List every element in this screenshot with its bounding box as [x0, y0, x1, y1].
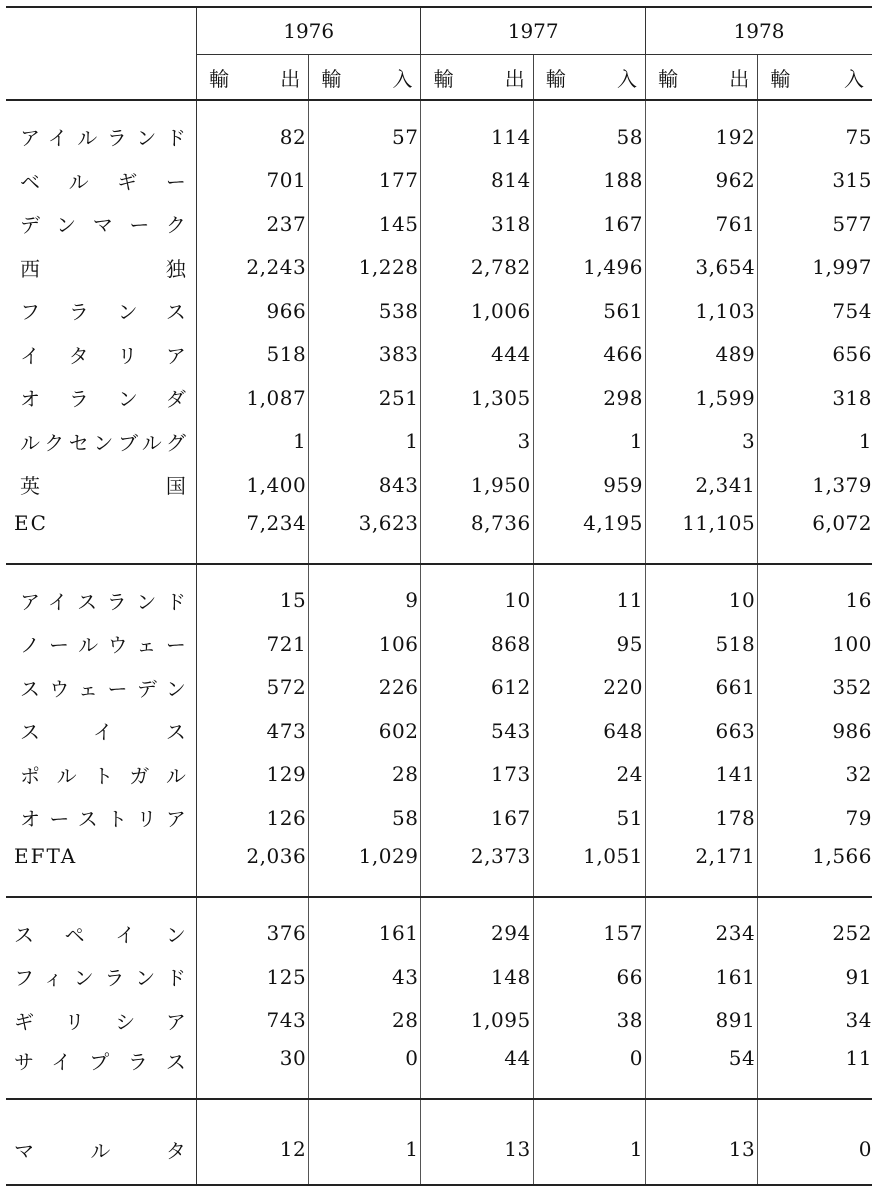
import-value: 383	[309, 333, 421, 377]
export-value: 161	[645, 955, 757, 999]
country-name	[6, 100, 196, 159]
country-name	[6, 564, 196, 623]
export-header: 輸 出	[196, 55, 308, 101]
country-label: 西独	[20, 256, 188, 281]
import-value: 1	[309, 420, 421, 464]
country-label: サイプラス	[14, 1050, 188, 1074]
import-value: 1,379	[812, 472, 872, 497]
import-value: 252	[832, 921, 872, 946]
export-value: 13	[645, 1099, 757, 1185]
import-value: 1,228	[309, 246, 421, 290]
table-row	[6, 376, 872, 420]
table-row	[6, 840, 872, 897]
export-value: 966	[196, 289, 308, 333]
country-name	[6, 202, 196, 246]
table-row	[6, 999, 872, 1043]
import-value: 4,195	[533, 507, 645, 564]
country-label: イタリア	[20, 343, 188, 368]
export-value: 12	[196, 1099, 308, 1185]
export-value: 1,305	[421, 376, 533, 420]
export-value: 2,373	[421, 840, 533, 897]
import-value: 51	[533, 796, 645, 840]
import-value: 1,051	[533, 840, 645, 897]
export-value: 743	[196, 999, 308, 1043]
import-value: 57	[309, 100, 421, 159]
export-value: 148	[421, 955, 533, 999]
export-value: 30	[196, 1042, 308, 1099]
export-value: 237	[196, 202, 308, 246]
import-value: 1	[858, 429, 872, 454]
table-row	[6, 463, 872, 507]
import-value: 11	[533, 564, 645, 623]
import-value: 1,029	[309, 840, 421, 897]
export-value: 114	[421, 100, 533, 159]
import-value: 298	[533, 376, 645, 420]
year-1976: 1976	[196, 7, 421, 55]
export-value: 518	[196, 333, 308, 377]
table-row	[6, 897, 872, 956]
export-value: 11,105	[645, 507, 757, 564]
country-label: ノールウェー	[20, 633, 188, 658]
export-value: 868	[421, 622, 533, 666]
import-value: 167	[533, 202, 645, 246]
export-value: 572	[196, 666, 308, 710]
country-name	[6, 420, 196, 464]
country-label: アイスランド	[20, 589, 188, 614]
import-value: 538	[309, 289, 421, 333]
import-value: 75	[845, 124, 872, 149]
country-label: デンマーク	[20, 213, 188, 238]
import-value: 754	[832, 298, 872, 323]
export-value: 3,654	[645, 246, 757, 290]
country-name	[6, 246, 196, 290]
country-name	[6, 1099, 196, 1185]
table-row	[6, 333, 872, 377]
import-value: 561	[533, 289, 645, 333]
import-value: 3,623	[309, 507, 421, 564]
import-value: 16	[845, 588, 872, 613]
import-value: 0	[758, 1099, 872, 1185]
country-name	[6, 796, 196, 840]
table-row	[6, 289, 872, 333]
import-value: 24	[533, 753, 645, 797]
import-value: 28	[309, 753, 421, 797]
country-name	[6, 333, 196, 377]
export-value: 129	[196, 753, 308, 797]
export-value: 234	[645, 897, 757, 956]
country-label: ギリシア	[14, 1009, 188, 1034]
import-value: 177	[309, 159, 421, 203]
export-value: 126	[196, 796, 308, 840]
import-value: 602	[309, 709, 421, 753]
country-label: スペイン	[14, 922, 188, 947]
export-value: 1,599	[645, 376, 757, 420]
export-value: 891	[645, 999, 757, 1043]
country-name	[6, 955, 196, 999]
table-row	[6, 955, 872, 999]
import-header: 輸 入	[758, 55, 872, 101]
country-label: フィンランド	[14, 966, 188, 991]
export-value: 178	[645, 796, 757, 840]
import-value: 43	[309, 955, 421, 999]
export-value: 543	[421, 709, 533, 753]
country-label: ベルギー	[20, 169, 188, 194]
import-value: 986	[832, 718, 872, 743]
import-value: 1,566	[758, 840, 872, 897]
import-value: 32	[845, 762, 872, 787]
table-row	[6, 666, 872, 710]
import-value: 9	[309, 564, 421, 623]
export-value: 701	[196, 159, 308, 203]
country-label: アイルランド	[20, 126, 188, 151]
country-name	[6, 666, 196, 710]
table-row	[6, 796, 872, 840]
country-label: EC	[14, 510, 48, 535]
table-row	[6, 507, 872, 564]
country-label: フランス	[20, 300, 188, 325]
table-row	[6, 420, 872, 464]
table-row	[6, 202, 872, 246]
export-value: 44	[421, 1042, 533, 1099]
country-name	[6, 999, 196, 1043]
export-value: 2,341	[645, 463, 757, 507]
export-value: 663	[645, 709, 757, 753]
table-row	[6, 709, 872, 753]
export-value: 54	[645, 1042, 757, 1099]
header-corner	[6, 7, 196, 55]
export-value: 661	[645, 666, 757, 710]
export-value: 1,087	[196, 376, 308, 420]
import-value: 145	[309, 202, 421, 246]
import-value: 100	[832, 631, 872, 656]
export-value: 2,782	[421, 246, 533, 290]
export-value: 294	[421, 897, 533, 956]
export-value: 2,036	[196, 840, 308, 897]
country-name	[6, 753, 196, 797]
import-value: 38	[533, 999, 645, 1043]
export-value: 962	[645, 159, 757, 203]
country-name	[6, 897, 196, 956]
export-value: 518	[645, 622, 757, 666]
country-name	[6, 840, 196, 897]
import-value: 58	[309, 796, 421, 840]
export-value: 173	[421, 753, 533, 797]
export-value: 125	[196, 955, 308, 999]
trade-table	[6, 6, 872, 1186]
import-value: 66	[533, 955, 645, 999]
import-value: 91	[845, 964, 872, 989]
country-label: オランダ	[20, 387, 188, 412]
country-label: 英国	[20, 474, 188, 499]
export-value: 192	[645, 100, 757, 159]
country-name	[6, 289, 196, 333]
table-row	[6, 753, 872, 797]
import-value: 161	[309, 897, 421, 956]
export-value: 141	[645, 753, 757, 797]
export-value: 8,736	[421, 507, 533, 564]
export-value: 814	[421, 159, 533, 203]
import-value: 1	[309, 1099, 421, 1185]
subheader-row	[6, 55, 872, 101]
table-row	[6, 622, 872, 666]
import-value: 226	[309, 666, 421, 710]
table-row	[6, 159, 872, 203]
import-value: 577	[832, 211, 872, 236]
country-label: EFTA	[14, 843, 78, 868]
import-value: 648	[533, 709, 645, 753]
import-value: 1,997	[812, 255, 872, 280]
export-value: 10	[421, 564, 533, 623]
country-label: スウェーデン	[20, 676, 188, 701]
import-value: 843	[309, 463, 421, 507]
export-value: 473	[196, 709, 308, 753]
country-name	[6, 709, 196, 753]
export-value: 1,095	[421, 999, 533, 1043]
export-value: 1,950	[421, 463, 533, 507]
import-value: 1	[533, 420, 645, 464]
import-value: 188	[533, 159, 645, 203]
export-value: 1,103	[645, 289, 757, 333]
import-value: 34	[845, 1008, 872, 1033]
country-label: オーストリア	[20, 807, 188, 832]
export-value: 15	[196, 564, 308, 623]
import-value: 0	[533, 1042, 645, 1099]
export-value: 167	[421, 796, 533, 840]
import-value: 6,072	[758, 507, 872, 564]
export-value: 489	[645, 333, 757, 377]
export-value: 3	[421, 420, 533, 464]
country-name	[6, 507, 196, 564]
country-name	[6, 376, 196, 420]
export-value: 2,171	[645, 840, 757, 897]
year-header-row	[6, 7, 872, 55]
table-row	[6, 1099, 872, 1185]
export-value: 13	[421, 1099, 533, 1185]
country-label: マルタ	[14, 1138, 188, 1163]
country-label: ポルトガル	[20, 763, 188, 788]
import-value: 79	[845, 805, 872, 830]
trade-table-sheet	[6, 6, 872, 1163]
table-row	[6, 100, 872, 159]
import-value: 251	[309, 376, 421, 420]
export-value: 7,234	[196, 507, 308, 564]
country-label: ルクセンブルグ	[20, 430, 188, 455]
country-name	[6, 463, 196, 507]
year-1978: 1978	[645, 7, 872, 55]
import-value: 1	[533, 1099, 645, 1185]
import-value: 95	[533, 622, 645, 666]
import-value: 106	[309, 622, 421, 666]
import-value: 28	[309, 999, 421, 1043]
export-value: 444	[421, 333, 533, 377]
export-value: 1	[196, 420, 308, 464]
export-value: 761	[645, 202, 757, 246]
export-value: 82	[196, 100, 308, 159]
country-label: スイス	[20, 720, 188, 745]
import-value: 58	[533, 100, 645, 159]
country-name	[6, 622, 196, 666]
import-value: 315	[832, 168, 872, 193]
export-value: 1,400	[196, 463, 308, 507]
country-name	[6, 159, 196, 203]
table-row	[6, 564, 872, 623]
export-value: 318	[421, 202, 533, 246]
import-value: 352	[832, 675, 872, 700]
export-value: 2,243	[196, 246, 308, 290]
import-value: 1,496	[533, 246, 645, 290]
country-name	[6, 1042, 196, 1099]
export-value: 376	[196, 897, 308, 956]
import-header: 輸 入	[309, 55, 421, 101]
export-header: 輸 出	[421, 55, 533, 101]
table-row	[6, 246, 872, 290]
export-value: 10	[645, 564, 757, 623]
import-value: 0	[309, 1042, 421, 1099]
import-value: 959	[533, 463, 645, 507]
import-value: 466	[533, 333, 645, 377]
import-value: 656	[832, 342, 872, 367]
table-row	[6, 1042, 872, 1099]
import-value: 11	[758, 1042, 872, 1099]
import-value: 318	[832, 385, 872, 410]
export-value: 721	[196, 622, 308, 666]
export-value: 3	[645, 420, 757, 464]
export-header: 輸 出	[645, 55, 757, 101]
year-1977: 1977	[421, 7, 646, 55]
export-value: 612	[421, 666, 533, 710]
import-value: 220	[533, 666, 645, 710]
import-header: 輸 入	[533, 55, 645, 101]
export-value: 1,006	[421, 289, 533, 333]
import-value: 157	[533, 897, 645, 956]
